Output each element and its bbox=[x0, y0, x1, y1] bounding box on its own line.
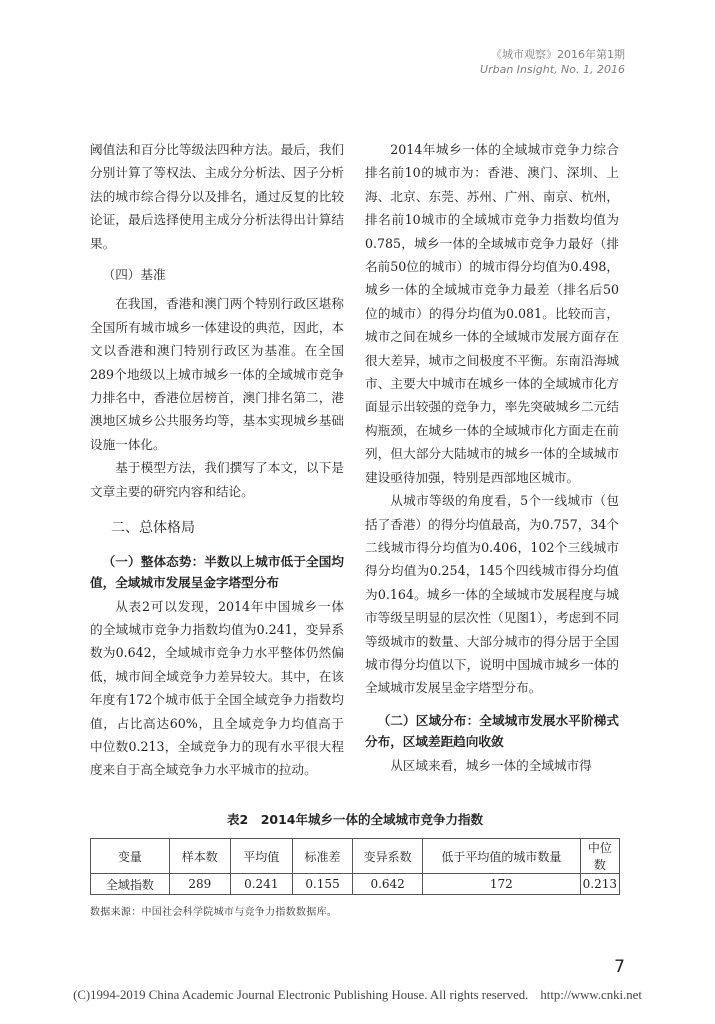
table-title: 表2 2014年城乡一体的全域城市竞争力指数 bbox=[227, 812, 483, 827]
table-header-cell: 变量 bbox=[91, 839, 170, 874]
table-2 bbox=[90, 810, 620, 918]
subsection-heading-1: （一）整体态势：半数以上城市低于全国均值，全域城市发展呈金字塔型分布 bbox=[90, 553, 344, 590]
subsection-heading-2: （二）区域分布：全域城市发展水平阶梯式分布，区域差距趋向收敛 bbox=[365, 712, 619, 749]
table-cell: 0.241 bbox=[230, 874, 292, 895]
paragraph: 从区域来看，城乡一体的全域城市得 bbox=[390, 757, 592, 773]
table-header-cell: 中位数 bbox=[580, 839, 619, 874]
paragraph: 从城市等级的角度看，5个一线城市（包括了香港）的得分均值最高，为0.757，34个二线城市得分均值为0.406，102个三线城市得分均值为0.254，145个四线城市得分均值为0.164。城乡一体的全域城市发展程度与城市等级呈明显的层次性（见图1），考虑到不同等级城市的数量、大部分城市的得分居于全国城市得分均值以下，说明中国城市城乡一体的全域城市发展呈金字塔型分布。 bbox=[365, 493, 619, 696]
section-heading-overall: 二、总体格局 bbox=[111, 520, 195, 537]
copyright-footer bbox=[0, 988, 715, 1003]
table-cell: 289 bbox=[169, 874, 230, 895]
data-table bbox=[90, 838, 620, 895]
table-header-cell: 平均值 bbox=[230, 839, 292, 874]
copyright-text: (C)1994-2019 China Academic Journal Electronic Publishing House. All rights reserved. bbox=[73, 988, 529, 1002]
table-cell: 172 bbox=[423, 874, 581, 895]
paragraph: 阈值法和百分比等级法四种方法。最后，我们分别计算了等权法、主成分分析法、因子分析法的城市综合得分以及排名，通过反复的比较论证，最后选择使用主成分分析法得出计算结果。 bbox=[90, 142, 344, 251]
table-source-note: 数据来源：中国社会科学院城市与竞争力指数数据库。 bbox=[90, 907, 338, 918]
journal-title-cn: 《城市观察》2016年第1期 bbox=[491, 48, 625, 61]
running-header bbox=[480, 47, 625, 77]
right-column bbox=[365, 138, 619, 777]
table-cell: 0.155 bbox=[292, 874, 352, 895]
table-header-cell: 低于平均值的城市数量 bbox=[423, 839, 581, 874]
paragraph: 基于模型方法，我们撰写了本文，以下是文章主要的研究内容和结论。 bbox=[90, 460, 344, 499]
table-row bbox=[91, 874, 620, 895]
table-header-cell: 样本数 bbox=[169, 839, 230, 874]
table-header-cell: 标准差 bbox=[292, 839, 352, 874]
table-cell: 0.642 bbox=[353, 874, 423, 895]
section-heading-basis: （四）基准 bbox=[102, 267, 166, 283]
paragraph: 在我国，香港和澳门两个特别行政区堪称全国所有城市城乡一体建设的典范，因此，本文以香港和澳门特别行政区为基准。在全国289个地级以上城市城乡一体的全域城市竞争力排名中，香港位居榜首，澳门排名第二，港澳地区城乡公共服务均等，基本实现城乡基础设施一体化。 bbox=[90, 296, 344, 452]
left-column bbox=[90, 138, 344, 782]
paragraph: 从表2可以发现，2014年中国城乡一体的全域城市竞争力指数均值为0.241，变异系数为0.642，全域城市竞争力水平整体仍然偏低，城市间全域竞争力差异较大。其中，在该年度有172个城市低于全国全域竞争力指数均值，占比高达60%，且全域竞争力均值高于中位数0.213，全域竞争力的现有水平很大程度来自于高全域竞争力水平城市的拉动。 bbox=[90, 598, 344, 778]
table-cell: 全域指数 bbox=[91, 874, 170, 895]
paragraph: 2014年城乡一体的全域城市竞争力综合排名前10的城市为：香港、澳门、深圳、上海、北京、东莞、苏州、广州、南京、杭州，排名前10城市的全域城市竞争力指数均值为0.785，城乡一体的全域城市竞争力最好（排名前50位的城市）的城市得分均值为0.498，城乡一体的全域城市竞争力最差（排名后50位的城市）的得分均值为0.081。比较而言，城市之间在城乡一体的全域城市发展方面存在很大差异，城市之间极度不平衡。东南沿海城市、主要大中城市在城乡一体的全域城市化方面显示出较强的竞争力，率先突破城乡二元结构瓶颈，在城乡一体的全域城市化方面走在前列，但大部分大陆城市的城乡一体的全域城市建设亟待加强，特别是西部地区城市。 bbox=[365, 142, 619, 485]
footer-url: http://www.cnki.net bbox=[540, 988, 642, 1002]
journal-title-en: Urban Insight, No. 1, 2016 bbox=[480, 63, 625, 76]
table-cell: 0.213 bbox=[580, 874, 619, 895]
table-header-row bbox=[91, 839, 620, 874]
page-number: 7 bbox=[614, 957, 625, 977]
table-header-cell: 变异系数 bbox=[353, 839, 423, 874]
